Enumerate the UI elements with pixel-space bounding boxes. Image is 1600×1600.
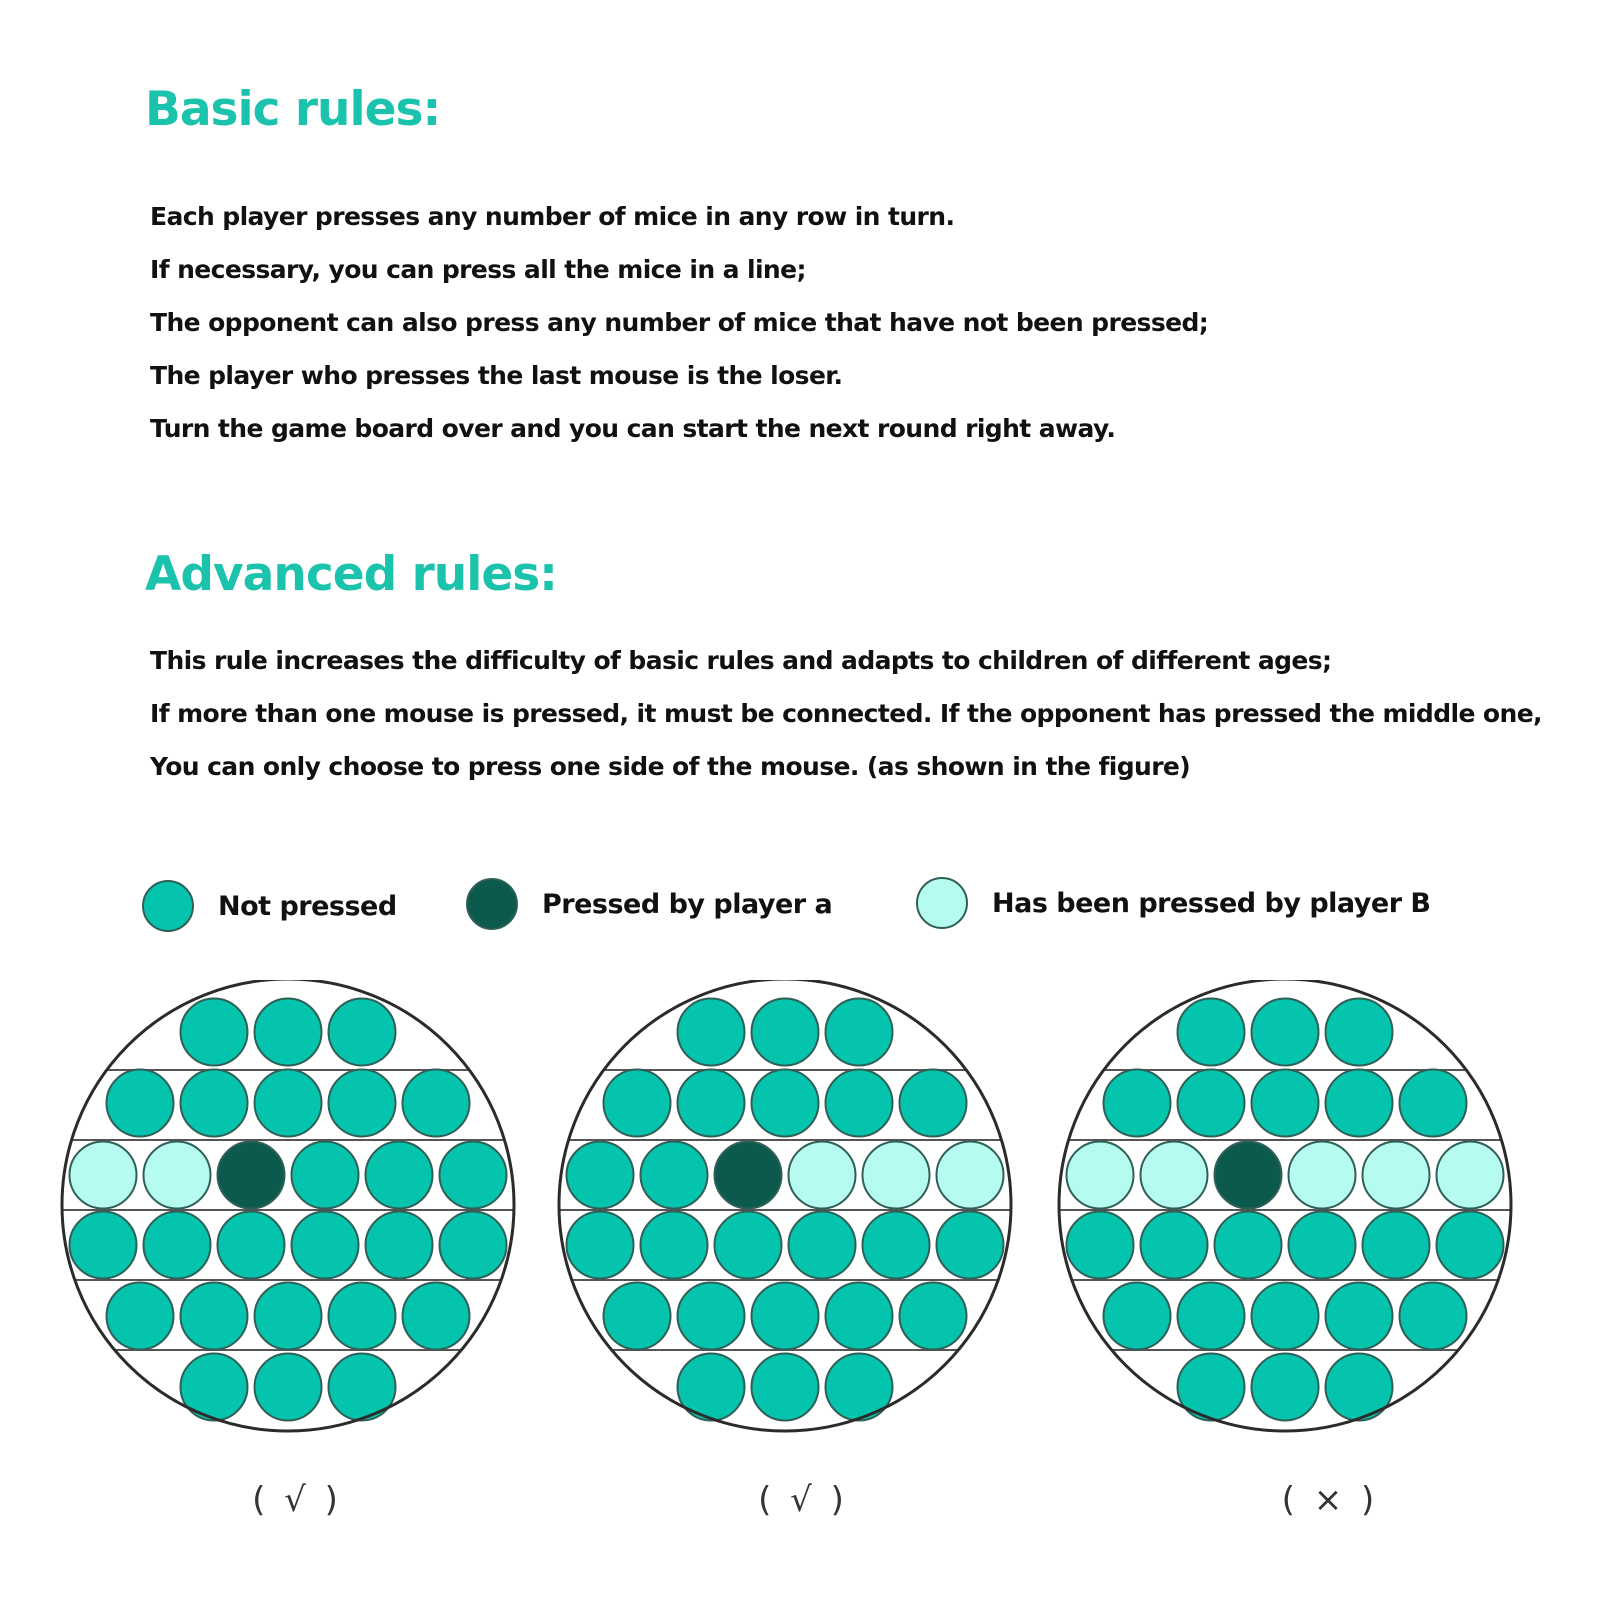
mouse-not-pressed [181,1070,248,1137]
mouse-not-pressed [1400,1070,1467,1137]
basic-rule-line: The player who presses the last mouse is the loser. [150,361,843,390]
mouse-pressed-by-b [789,1142,856,1209]
basic-rule-line: The opponent can also press any number of mice that have not been pressed; [150,308,1209,337]
mouse-pressed-by-b [70,1142,137,1209]
legend-pressed-a [466,878,832,930]
mouse-not-pressed [789,1212,856,1279]
mouse-not-pressed [1104,1283,1171,1350]
mouse-not-pressed [900,1070,967,1137]
mouse-not-pressed [678,1283,745,1350]
advanced-rules-heading: Advanced rules: [145,547,557,602]
mouse-not-pressed [1326,999,1393,1066]
mouse-pressed-by-b [1141,1142,1208,1209]
legend-label-pressed-a: Pressed by player a [542,888,833,920]
not-pressed-swatch-icon [142,880,194,932]
advanced-rule-line: You can only choose to press one side of the mouse. (as shown in the figure) [150,752,1191,781]
basic-rules-heading: Basic rules: [145,82,441,137]
mouse-pressed-by-b [1437,1142,1504,1209]
mouse-not-pressed [329,1070,396,1137]
mouse-not-pressed [1252,999,1319,1066]
mouse-not-pressed [292,1212,359,1279]
mouse-pressed-by-b [144,1142,211,1209]
mouse-pressed-by-a [1215,1142,1282,1209]
mouse-pressed-by-a [715,1142,782,1209]
board-1-caption: ( √ ) [252,1480,342,1520]
basic-rule-line: Turn the game board over and you can start the next round right away. [150,414,1116,443]
mouse-not-pressed [1326,1070,1393,1137]
mouse-not-pressed [604,1283,671,1350]
mouse-not-pressed [403,1283,470,1350]
mouse-not-pressed [1067,1212,1134,1279]
mouse-not-pressed [440,1142,507,1209]
mouse-not-pressed [329,999,396,1066]
mouse-not-pressed [255,1283,322,1350]
mouse-not-pressed [1252,1070,1319,1137]
advanced-rules-text [150,634,1542,793]
mouse-not-pressed [329,1283,396,1350]
mouse-pressed-by-b [863,1142,930,1209]
mouse-not-pressed [641,1212,708,1279]
legend-label-pressed-b: Has been pressed by player B [992,887,1431,919]
mouse-not-pressed [255,999,322,1066]
mouse-not-pressed [1400,1283,1467,1350]
mouse-not-pressed [1252,1283,1319,1350]
mouse-not-pressed [292,1142,359,1209]
mouse-not-pressed [403,1070,470,1137]
mouse-not-pressed [440,1212,507,1279]
mouse-not-pressed [1178,999,1245,1066]
legend-label-not-pressed: Not pressed [218,890,397,922]
mouse-not-pressed [678,1070,745,1137]
board-2 [559,980,1011,1431]
mouse-not-pressed [900,1283,967,1350]
mouse-pressed-by-b [1067,1142,1134,1209]
mouse-not-pressed [1326,1283,1393,1350]
mouse-not-pressed [567,1142,634,1209]
mouse-not-pressed [1104,1070,1171,1137]
mouse-not-pressed [715,1212,782,1279]
legend-not-pressed [142,880,397,932]
mouse-pressed-by-a [218,1142,285,1209]
boards-diagram [0,980,1600,1460]
mouse-not-pressed [1437,1212,1504,1279]
mouse-not-pressed [366,1142,433,1209]
basic-rule-line: Each player presses any number of mice in any row in turn. [150,202,955,231]
mouse-not-pressed [826,999,893,1066]
mouse-not-pressed [107,1070,174,1137]
mouse-not-pressed [752,1070,819,1137]
board-1 [62,980,514,1431]
mouse-not-pressed [604,1070,671,1137]
mouse-not-pressed [752,999,819,1066]
mouse-not-pressed [863,1212,930,1279]
board-2-caption: ( √ ) [758,1480,848,1520]
mouse-pressed-by-b [1289,1142,1356,1209]
mouse-not-pressed [752,1354,819,1421]
mouse-not-pressed [1178,1070,1245,1137]
mouse-not-pressed [366,1212,433,1279]
mouse-not-pressed [1215,1212,1282,1279]
mouse-not-pressed [937,1212,1004,1279]
mouse-not-pressed [181,1283,248,1350]
mouse-pressed-by-b [1363,1142,1430,1209]
basic-rule-line: If necessary, you can press all the mice in a line; [150,255,806,284]
mouse-not-pressed [826,1070,893,1137]
board-3-caption: ( × ) [1281,1480,1379,1520]
board-3 [1059,980,1511,1431]
pressed-by-b-swatch-icon [916,877,968,929]
advanced-rule-line: If more than one mouse is pressed, it must be connected. If the opponent has pressed the middle one, [150,699,1542,728]
mouse-not-pressed [567,1212,634,1279]
mouse-pressed-by-b [937,1142,1004,1209]
legend-pressed-b [916,877,1431,929]
mouse-not-pressed [70,1212,137,1279]
pressed-by-a-swatch-icon [466,878,518,930]
mouse-not-pressed [1289,1212,1356,1279]
mouse-not-pressed [1141,1212,1208,1279]
mouse-not-pressed [181,999,248,1066]
basic-rules-text [150,190,1208,455]
mouse-not-pressed [826,1283,893,1350]
mouse-not-pressed [144,1212,211,1279]
mouse-not-pressed [255,1354,322,1421]
mouse-not-pressed [218,1212,285,1279]
mouse-not-pressed [1178,1283,1245,1350]
mouse-not-pressed [255,1070,322,1137]
mouse-not-pressed [1363,1212,1430,1279]
advanced-rule-line: This rule increases the difficulty of basic rules and adapts to children of different ages; [150,646,1332,675]
mouse-not-pressed [752,1283,819,1350]
mouse-not-pressed [1252,1354,1319,1421]
mouse-not-pressed [678,999,745,1066]
mouse-not-pressed [107,1283,174,1350]
mouse-not-pressed [641,1142,708,1209]
